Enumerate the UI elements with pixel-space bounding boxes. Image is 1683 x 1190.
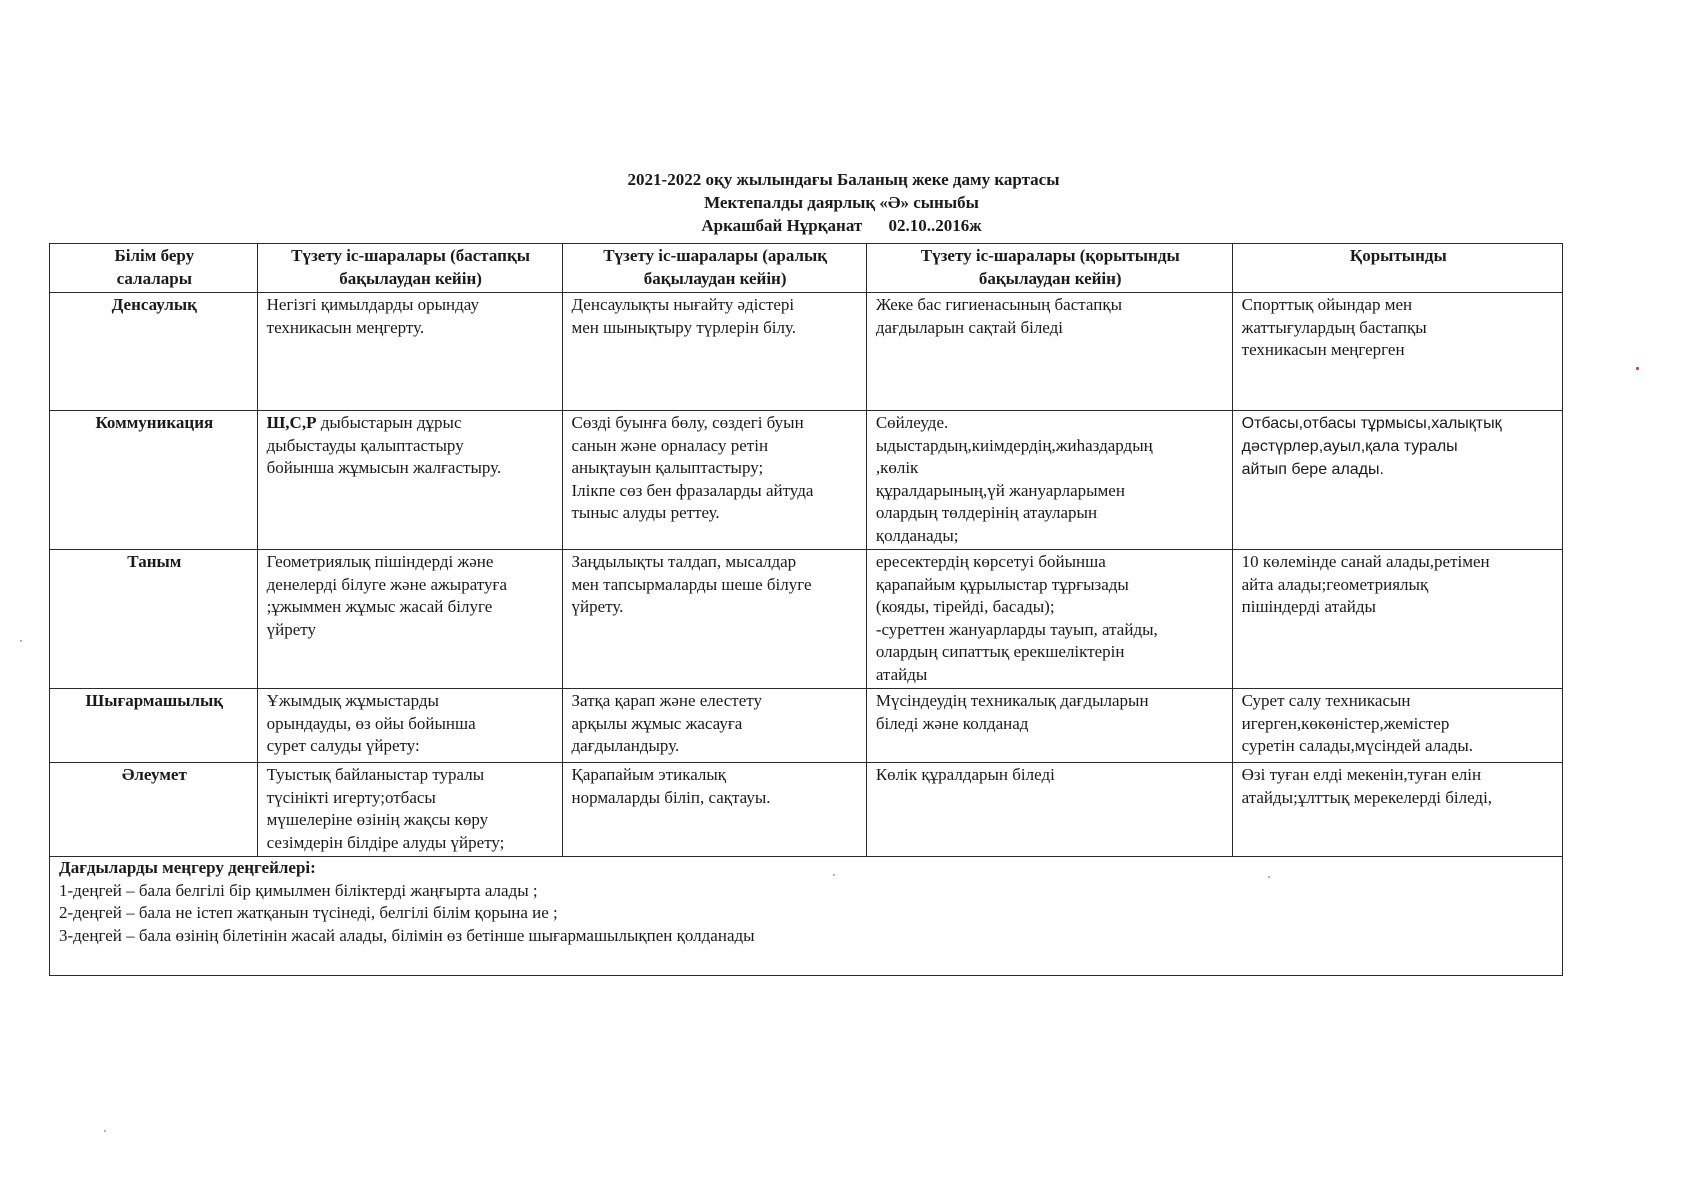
cell-result [1232, 763, 1562, 857]
cell-initial [257, 550, 562, 689]
cell-text-line: ересектердің көрсетуі бойынша [875, 552, 1106, 571]
scan-speck [20, 640, 22, 642]
cell-intermediate [562, 689, 866, 763]
cell-text-line: денелерді білуге және ажыратуға [266, 574, 508, 594]
cell-text-line: Ұжымдық жұмыстарды [266, 691, 439, 710]
table-row [50, 293, 1563, 411]
development-card-table [49, 243, 1563, 976]
cell-text-line: Отбасы,отбасы тұрмысы,халықтық [1241, 415, 1502, 432]
header-result [1232, 244, 1562, 293]
cell-text-line: Спорттық ойындар мен [1241, 295, 1413, 314]
cell-text-line: жаттығулардың бастапқы [1241, 317, 1427, 337]
cell-text-line: (кояды, тірейді, басады); [875, 597, 1055, 616]
levels-cell [50, 857, 1563, 976]
cell-text-line: Затқа қарап және елестету [571, 691, 762, 710]
cell-text-line: дағдыларын сақтай біледі [875, 317, 1064, 337]
cell-text-line: Геометриялық пішіндерді және [266, 552, 494, 571]
cell-text-line: атайды;ұлттық мерекелерді біледі, [1241, 787, 1493, 807]
table-row [50, 763, 1563, 857]
cell-final [866, 411, 1232, 550]
cell-text-line: біледі және колданад [875, 713, 1029, 733]
cell-text-line: олардың сипаттық ерекшеліктерін [875, 642, 1125, 661]
cell-result [1232, 689, 1562, 763]
levels-row [50, 857, 1563, 976]
header-initial [257, 244, 562, 293]
header-areas [50, 244, 258, 293]
level-item: 2-деңгей – бала не істеп жатқанын түсінеді, белгілі білім қорына ие ; [59, 903, 558, 922]
cell-intermediate [562, 411, 866, 550]
scan-speck [1636, 367, 1639, 370]
cell-intermediate [562, 293, 866, 411]
area-cell: Таным [50, 550, 258, 689]
header-text: бақылаудан кейін) [643, 268, 787, 288]
cell-text-line: атайды [875, 664, 928, 684]
cell-text-line: мен тапсырмаларды шеше білуге [571, 574, 812, 594]
birth-date: 02.10..2016ж [888, 216, 982, 235]
header-text: бақылаудан кейін) [978, 268, 1122, 288]
cell-text-line: пішіндерді атайды [1241, 597, 1376, 616]
levels-title: Дағдыларды меңгеру деңгейлері: [59, 858, 316, 877]
area-cell: Коммуникация [50, 411, 258, 550]
cell-text-line: ,көлік [875, 458, 919, 477]
cell-text-line: Сурет салу техникасын [1241, 691, 1411, 710]
cell-text-line: санын және орналасу ретін [571, 435, 769, 455]
cell-text-line: Сөйлеуде. [875, 413, 949, 432]
student-name: Аркашбай Нұрқанат [701, 216, 863, 235]
cell-initial [257, 689, 562, 763]
cell-text-line: айтып бере алады. [1241, 461, 1384, 478]
cell-text-line: нормаларды біліп, сақтауы. [571, 787, 771, 807]
cell-text-line: 10 көлемінде санай алады,ретімен [1241, 552, 1490, 571]
cell-text-line: Негізгі қимылдарды орындау [266, 295, 479, 314]
cell-text-line: Сөзді буынға бөлу, сөздегі буын [571, 413, 804, 432]
student-line [0, 214, 1683, 237]
cell-text-line: Өзі туған елді мекенін,туған елін [1241, 765, 1482, 784]
cell-text-line: мүшелеріне өзінің жақсы көру [266, 810, 489, 829]
level-item: 1-деңгей – бала белгілі бір қимылмен біліктерді жаңғырта алады ; [59, 880, 538, 900]
cell-text-line: анықтауын қалыптастыру; [571, 458, 764, 477]
cell-text-line: құралдарының,үй жануарларымен [875, 480, 1125, 500]
cell-text-line: бойынша жұмысын жалғастыру. [266, 458, 502, 477]
table-header-row [50, 244, 1563, 293]
cell-text-line: Көлік құралдарын біледі [875, 765, 1055, 784]
document-title: 2021-2022 оқу жылындағы Баланың жеке даму картасы [627, 170, 1060, 189]
document-title-block [0, 168, 1683, 237]
cell-text-line: техникасын меңгерген [1241, 340, 1405, 359]
cell-initial [257, 763, 562, 857]
bold-letters: Ш,С,Р [266, 413, 317, 432]
scan-speck [104, 1130, 106, 1132]
scan-speck [1268, 876, 1270, 878]
area-cell: Шығармашылық [50, 689, 258, 763]
cell-result [1232, 411, 1562, 550]
cell-intermediate [562, 763, 866, 857]
cell-text-line: қолданады; [875, 525, 959, 545]
cell-text-line: мен шынықтыру түрлерін білу. [571, 317, 797, 337]
cell-result [1232, 550, 1562, 689]
cell-text-line: дыбыстауды қалыптастыру [266, 435, 464, 455]
header-text: Түзету іс-шаралары (бастапқы [291, 246, 531, 265]
header-text: салалары [116, 268, 192, 288]
cell-text-line: суретін салады,мүсіндей алады. [1241, 736, 1474, 755]
header-final [866, 244, 1232, 293]
class-name: Мектепалды даярлық «Ә» сыныбы [704, 193, 979, 212]
cell-text-line: үйрету. [571, 597, 624, 616]
cell-text-line: орындауды, өз ойы бойынша [266, 713, 476, 733]
cell-text-line: Жеке бас гигиенасының бастапқы [875, 295, 1123, 314]
cell-final [866, 763, 1232, 857]
cell-text-line: Заңдылықты талдап, мысалдар [571, 552, 797, 571]
cell-text-line: тыныс алуды реттеу. [571, 503, 720, 522]
cell-final [866, 293, 1232, 411]
header-intermediate [562, 244, 866, 293]
scan-speck [833, 874, 835, 876]
cell-text-line: Туыстық байланыстар туралы [266, 765, 485, 784]
cell-text-line: дағдыландыру. [571, 736, 680, 755]
header-text: Түзету іс-шаралары (қорытынды [920, 246, 1180, 265]
cell-text-line: үйрету [266, 619, 316, 639]
header-text: Білім беру [114, 246, 195, 265]
cell-text-line: Ілікпе сөз бен фразаларды айтуда [571, 480, 814, 500]
cell-text-line: техникасын меңгерту. [266, 317, 425, 337]
cell-final [866, 689, 1232, 763]
table-row [50, 689, 1563, 763]
table-row [50, 550, 1563, 689]
cell-text-line [267, 412, 555, 435]
header-text: бақылаудан кейін) [339, 268, 482, 288]
cell-text: дыбыстарын дұрыс [320, 413, 462, 432]
cell-text-line: айта алады;геометриялық [1241, 574, 1429, 594]
cell-text-line: Денсаулықты нығайту әдістері [571, 295, 795, 314]
cell-text-line: игерген,көкөністер,жемістер [1241, 713, 1450, 733]
area-cell: Денсаулық [50, 293, 258, 411]
cell-text-line: ыдыстардың,киімдердің,жиһаздардың [875, 435, 1153, 455]
level-item: 3-деңгей – бала өзінің білетінін жасай алады, білімін өз бетінше шығармашылықпен қолданады [59, 925, 755, 945]
header-text: Түзету іс-шаралары (аралық [603, 246, 828, 265]
cell-text-line: олардың төлдерінің атауларын [875, 503, 1098, 522]
cell-intermediate [562, 550, 866, 689]
table-row [50, 411, 1563, 550]
cell-result [1232, 293, 1562, 411]
area-cell: Әлеумет [50, 763, 258, 857]
cell-text-line: түсінікті игерту;отбасы [266, 787, 436, 807]
cell-initial [257, 411, 562, 550]
cell-text-line: сурет салуды үйрету: [266, 736, 420, 755]
cell-text-line: -суреттен жануарларды тауып, атайды, [875, 619, 1158, 639]
cell-final [866, 550, 1232, 689]
cell-text-line: ;ұжыммен жұмыс жасай білуге [266, 597, 493, 616]
cell-text-line: Мүсіндеудің техникалық дағдыларын [875, 691, 1149, 710]
cell-text-line: қарапайым құрылыстар тұрғызады [875, 574, 1129, 594]
header-text: Қорытынды [1349, 246, 1447, 265]
cell-text-line: арқылы жұмыс жасауға [571, 713, 743, 733]
cell-text-line: дәстүрлер,ауыл,қала туралы [1241, 438, 1458, 455]
cell-text-line: сезімдерін білдіре алуды үйрету; [266, 832, 505, 852]
cell-initial [257, 293, 562, 411]
cell-text-line: Қарапайым этикалық [571, 765, 727, 784]
